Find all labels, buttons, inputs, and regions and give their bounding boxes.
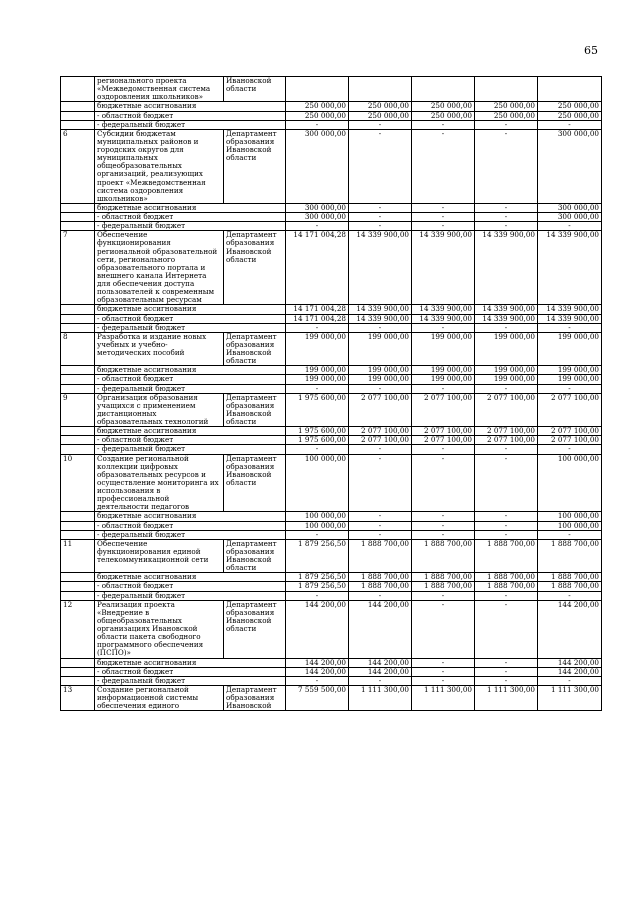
row-number-cell: 9 — [61, 393, 95, 427]
amount-cell: - — [349, 591, 412, 600]
row-number-cell — [61, 375, 95, 384]
table-subrow — [61, 305, 602, 314]
measure-name-cell: Создание региональной коллекции цифровых образовательных ресурсов и осуществление мониторинга их использования в профессиональной деятельности педагогов — [95, 454, 224, 512]
table-body — [61, 77, 602, 711]
amount-cell: 100 000,00 — [538, 512, 602, 521]
amount-cell: - — [412, 454, 475, 512]
funding-label-cell: - федеральный бюджет — [95, 530, 286, 539]
funding-label-cell: - федеральный бюджет — [95, 676, 286, 685]
budget-table — [60, 76, 602, 711]
row-number-cell — [61, 366, 95, 375]
amount-cell: 14 171 004,28 — [286, 305, 349, 314]
amount-cell: - — [475, 445, 538, 454]
amount-cell: 2 077 100,00 — [538, 436, 602, 445]
amount-cell: - — [475, 129, 538, 203]
measure-name-cell: регионального проекта «Межведомственная система оздоровления школьников» — [95, 77, 224, 102]
amount-cell: 250 000,00 — [412, 111, 475, 120]
row-number-cell — [61, 323, 95, 332]
funding-label-cell: бюджетные ассигнования — [95, 427, 286, 436]
amount-cell: 199 000,00 — [349, 375, 412, 384]
amount-cell: 1 888 700,00 — [475, 573, 538, 582]
amount-cell: 199 000,00 — [286, 366, 349, 375]
amount-cell: 250 000,00 — [349, 102, 412, 111]
table-subrow — [61, 658, 602, 667]
amount-cell: 199 000,00 — [538, 366, 602, 375]
amount-cell: - — [412, 445, 475, 454]
row-number-cell — [61, 667, 95, 676]
funding-label-cell: бюджетные ассигнования — [95, 658, 286, 667]
table-subrow — [61, 366, 602, 375]
table-row — [61, 77, 602, 102]
table-row — [61, 539, 602, 573]
measure-name-cell: Создание региональной информационной системы обеспечения единого — [95, 685, 224, 710]
amount-cell: 300 000,00 — [538, 203, 602, 212]
amount-cell: - — [475, 213, 538, 222]
amount-cell: 14 171 004,28 — [286, 231, 349, 305]
amount-cell: - — [349, 213, 412, 222]
amount-cell: - — [286, 530, 349, 539]
row-number-cell: 6 — [61, 129, 95, 203]
amount-cell: 144 200,00 — [349, 667, 412, 676]
row-number-cell: 8 — [61, 332, 95, 366]
amount-cell: 14 339 900,00 — [538, 305, 602, 314]
amount-cell: 1 888 700,00 — [349, 573, 412, 582]
amount-cell: - — [412, 676, 475, 685]
amount-cell: - — [349, 120, 412, 129]
amount-cell: 1 888 700,00 — [349, 582, 412, 591]
amount-cell: 14 339 900,00 — [475, 314, 538, 323]
row-number-cell — [61, 436, 95, 445]
amount-cell: 2 077 100,00 — [475, 436, 538, 445]
amount-cell: 14 339 900,00 — [349, 314, 412, 323]
amount-cell: 144 200,00 — [349, 600, 412, 658]
amount-cell: - — [475, 521, 538, 530]
amount-cell: - — [349, 676, 412, 685]
executor-cell: Департамент образования Ивановской области — [224, 393, 286, 427]
table-subrow — [61, 102, 602, 111]
amount-cell: 2 077 100,00 — [349, 427, 412, 436]
amount-cell: - — [286, 222, 349, 231]
funding-label-cell: бюджетные ассигнования — [95, 512, 286, 521]
amount-cell: 1 888 700,00 — [349, 539, 412, 573]
amount-cell: - — [349, 203, 412, 212]
amount-cell: 2 077 100,00 — [475, 427, 538, 436]
amount-cell: 1 111 300,00 — [412, 685, 475, 710]
amount-cell: - — [475, 120, 538, 129]
table-subrow — [61, 436, 602, 445]
row-number-cell — [61, 77, 95, 102]
amount-cell: - — [412, 591, 475, 600]
table-subrow — [61, 222, 602, 231]
amount-cell: 1 888 700,00 — [412, 582, 475, 591]
measure-name-cell: Обеспечение функционирования региональной образовательной сети, регионального образовательного портала и внешнего канала Интернета для обеспечения доступа пользователей к современным образовательным ресурсам — [95, 231, 224, 305]
amount-cell: 1 888 700,00 — [475, 539, 538, 573]
row-number-cell: 10 — [61, 454, 95, 512]
amount-cell: - — [286, 120, 349, 129]
amount-cell: 14 339 900,00 — [412, 305, 475, 314]
table-row — [61, 332, 602, 366]
funding-label-cell: - федеральный бюджет — [95, 323, 286, 332]
amount-cell: 300 000,00 — [286, 203, 349, 212]
table-row — [61, 393, 602, 427]
amount-cell: 199 000,00 — [412, 375, 475, 384]
amount-cell: 7 559 500,00 — [286, 685, 349, 710]
amount-cell: 144 200,00 — [286, 667, 349, 676]
amount-cell: 250 000,00 — [286, 111, 349, 120]
table-row — [61, 685, 602, 710]
table-subrow — [61, 384, 602, 393]
amount-cell: 1 111 300,00 — [349, 685, 412, 710]
amount-cell: 199 000,00 — [286, 332, 349, 366]
row-number-cell — [61, 305, 95, 314]
amount-cell: - — [349, 129, 412, 203]
amount-cell: 1 975 600,00 — [286, 436, 349, 445]
amount-cell: - — [412, 120, 475, 129]
funding-label-cell: - областной бюджет — [95, 436, 286, 445]
measure-name-cell: Реализация проекта «Внедрение в общеобразовательных организациях Ивановской области пакета свободного программного обеспечения (ПСПО)» — [95, 600, 224, 658]
page-number: 65 — [584, 44, 598, 57]
measure-name-cell: Разработка и издание новых учебных и учебно-методических пособий — [95, 332, 224, 366]
row-number-cell: 13 — [61, 685, 95, 710]
table-row — [61, 129, 602, 203]
row-number-cell — [61, 521, 95, 530]
amount-cell: 300 000,00 — [538, 213, 602, 222]
amount-cell — [538, 77, 602, 102]
amount-cell: 300 000,00 — [286, 213, 349, 222]
row-number-cell — [61, 222, 95, 231]
amount-cell: 300 000,00 — [286, 129, 349, 203]
table-subrow — [61, 213, 602, 222]
amount-cell: 1 888 700,00 — [538, 582, 602, 591]
table-subrow — [61, 591, 602, 600]
amount-cell — [286, 77, 349, 102]
executor-cell: Департамент образования Ивановской области — [224, 454, 286, 512]
amount-cell: - — [538, 384, 602, 393]
amount-cell: 250 000,00 — [538, 111, 602, 120]
row-number-cell: 11 — [61, 539, 95, 573]
table-subrow — [61, 375, 602, 384]
amount-cell: - — [475, 384, 538, 393]
funding-label-cell: бюджетные ассигнования — [95, 305, 286, 314]
amount-cell: - — [475, 530, 538, 539]
row-number-cell — [61, 512, 95, 521]
amount-cell: - — [286, 676, 349, 685]
executor-cell: Департамент образования Ивановской — [224, 685, 286, 710]
table-subrow — [61, 323, 602, 332]
amount-cell: 14 339 900,00 — [412, 231, 475, 305]
amount-cell: 1 111 300,00 — [475, 685, 538, 710]
amount-cell: 14 339 900,00 — [475, 231, 538, 305]
table-subrow — [61, 111, 602, 120]
amount-cell: - — [538, 323, 602, 332]
row-number-cell — [61, 384, 95, 393]
table-row — [61, 600, 602, 658]
amount-cell: 144 200,00 — [538, 600, 602, 658]
amount-cell: 100 000,00 — [538, 454, 602, 512]
row-number-cell: 12 — [61, 600, 95, 658]
amount-cell: 250 000,00 — [286, 102, 349, 111]
amount-cell: - — [412, 521, 475, 530]
amount-cell: - — [412, 222, 475, 231]
amount-cell: - — [475, 323, 538, 332]
amount-cell: - — [286, 323, 349, 332]
amount-cell: 2 077 100,00 — [538, 427, 602, 436]
amount-cell: 100 000,00 — [286, 512, 349, 521]
amount-cell: - — [349, 530, 412, 539]
measure-name-cell: Субсидии бюджетам муниципальных районов и городских округов для муниципальных общеобразовательных организаций, реализующих проект «Межведомственная система оздоровления школьников» — [95, 129, 224, 203]
funding-label-cell: бюджетные ассигнования — [95, 366, 286, 375]
amount-cell: 1 975 600,00 — [286, 393, 349, 427]
amount-cell: - — [412, 658, 475, 667]
funding-label-cell: - федеральный бюджет — [95, 384, 286, 393]
amount-cell: 100 000,00 — [286, 521, 349, 530]
table-subrow — [61, 512, 602, 521]
amount-cell: - — [412, 323, 475, 332]
table-subrow — [61, 582, 602, 591]
amount-cell: 100 000,00 — [538, 521, 602, 530]
table-subrow — [61, 530, 602, 539]
row-number-cell — [61, 445, 95, 454]
amount-cell: 250 000,00 — [475, 111, 538, 120]
amount-cell: 199 000,00 — [475, 366, 538, 375]
funding-label-cell: - областной бюджет — [95, 582, 286, 591]
amount-cell: - — [475, 591, 538, 600]
executor-cell: Департамент образования Ивановской области — [224, 600, 286, 658]
table-subrow — [61, 521, 602, 530]
table-subrow — [61, 445, 602, 454]
amount-cell: 250 000,00 — [538, 102, 602, 111]
row-number-cell — [61, 573, 95, 582]
table-subrow — [61, 427, 602, 436]
measure-name-cell: Организация образования учащихся с применением дистанционных образовательных технологий — [95, 393, 224, 427]
funding-label-cell: - областной бюджет — [95, 213, 286, 222]
table-subrow — [61, 676, 602, 685]
amount-cell: - — [412, 203, 475, 212]
funding-label-cell: - федеральный бюджет — [95, 445, 286, 454]
amount-cell: 2 077 100,00 — [412, 427, 475, 436]
amount-cell: 1 888 700,00 — [538, 539, 602, 573]
row-number-cell: 7 — [61, 231, 95, 305]
amount-cell: 2 077 100,00 — [475, 393, 538, 427]
amount-cell: 250 000,00 — [412, 102, 475, 111]
executor-cell: Департамент образования Ивановской области — [224, 539, 286, 573]
amount-cell: 14 339 900,00 — [475, 305, 538, 314]
amount-cell: - — [349, 512, 412, 521]
funding-label-cell: бюджетные ассигнования — [95, 573, 286, 582]
amount-cell: - — [412, 600, 475, 658]
row-number-cell — [61, 658, 95, 667]
row-number-cell — [61, 213, 95, 222]
amount-cell: 1 888 700,00 — [538, 573, 602, 582]
measure-name-cell: Обеспечение функционирования единой телекоммуникационной сети — [95, 539, 224, 573]
amount-cell: 199 000,00 — [412, 366, 475, 375]
amount-cell: - — [412, 213, 475, 222]
amount-cell: 144 200,00 — [286, 600, 349, 658]
amount-cell: 1 111 300,00 — [538, 685, 602, 710]
amount-cell: 14 339 900,00 — [349, 231, 412, 305]
amount-cell: 144 200,00 — [538, 667, 602, 676]
row-number-cell — [61, 591, 95, 600]
amount-cell — [412, 77, 475, 102]
amount-cell: 1 879 256,50 — [286, 539, 349, 573]
funding-label-cell: - областной бюджет — [95, 667, 286, 676]
row-number-cell — [61, 120, 95, 129]
amount-cell: - — [475, 600, 538, 658]
amount-cell: 199 000,00 — [475, 375, 538, 384]
amount-cell: 144 200,00 — [349, 658, 412, 667]
amount-cell: - — [475, 222, 538, 231]
amount-cell: - — [475, 454, 538, 512]
amount-cell: - — [538, 676, 602, 685]
amount-cell: - — [349, 454, 412, 512]
amount-cell: 199 000,00 — [349, 332, 412, 366]
amount-cell: 100 000,00 — [286, 454, 349, 512]
amount-cell: - — [412, 129, 475, 203]
amount-cell: - — [349, 445, 412, 454]
row-number-cell — [61, 111, 95, 120]
amount-cell: - — [412, 512, 475, 521]
amount-cell: 1 879 256,50 — [286, 582, 349, 591]
amount-cell: 1 888 700,00 — [475, 582, 538, 591]
amount-cell: 14 339 900,00 — [349, 305, 412, 314]
amount-cell: - — [349, 222, 412, 231]
amount-cell: - — [475, 658, 538, 667]
table-subrow — [61, 573, 602, 582]
executor-cell: Департамент образования Ивановской области — [224, 129, 286, 203]
row-number-cell — [61, 676, 95, 685]
amount-cell: - — [538, 591, 602, 600]
funding-label-cell: - федеральный бюджет — [95, 222, 286, 231]
amount-cell: - — [412, 667, 475, 676]
amount-cell: 1 975 600,00 — [286, 427, 349, 436]
funding-label-cell: - федеральный бюджет — [95, 591, 286, 600]
amount-cell: 2 077 100,00 — [412, 436, 475, 445]
amount-cell: - — [538, 445, 602, 454]
amount-cell: - — [349, 384, 412, 393]
amount-cell: 250 000,00 — [349, 111, 412, 120]
row-number-cell — [61, 203, 95, 212]
amount-cell: 199 000,00 — [412, 332, 475, 366]
executor-cell: Ивановской области — [224, 77, 286, 102]
table-row — [61, 231, 602, 305]
amount-cell: - — [475, 203, 538, 212]
row-number-cell — [61, 102, 95, 111]
funding-label-cell: - областной бюджет — [95, 375, 286, 384]
amount-cell: 2 077 100,00 — [538, 393, 602, 427]
amount-cell: - — [349, 521, 412, 530]
amount-cell: 199 000,00 — [349, 366, 412, 375]
table-subrow — [61, 667, 602, 676]
amount-cell: 144 200,00 — [538, 658, 602, 667]
amount-cell: 250 000,00 — [475, 102, 538, 111]
funding-label-cell: - федеральный бюджет — [95, 120, 286, 129]
amount-cell: - — [475, 676, 538, 685]
amount-cell: - — [286, 445, 349, 454]
amount-cell: 2 077 100,00 — [412, 393, 475, 427]
amount-cell: 14 339 900,00 — [538, 231, 602, 305]
amount-cell: 199 000,00 — [538, 332, 602, 366]
row-number-cell — [61, 582, 95, 591]
executor-cell: Департамент образования Ивановской области — [224, 332, 286, 366]
amount-cell: - — [349, 323, 412, 332]
row-number-cell — [61, 530, 95, 539]
amount-cell: 2 077 100,00 — [349, 393, 412, 427]
amount-cell: 2 077 100,00 — [349, 436, 412, 445]
amount-cell: 300 000,00 — [538, 129, 602, 203]
amount-cell: 199 000,00 — [538, 375, 602, 384]
funding-label-cell: бюджетные ассигнования — [95, 203, 286, 212]
amount-cell: 14 339 900,00 — [538, 314, 602, 323]
row-number-cell — [61, 427, 95, 436]
amount-cell: - — [412, 384, 475, 393]
executor-cell: Департамент образования Ивановской области — [224, 231, 286, 305]
funding-label-cell: - областной бюджет — [95, 314, 286, 323]
amount-cell: - — [538, 222, 602, 231]
amount-cell: 1 888 700,00 — [412, 539, 475, 573]
table-subrow — [61, 314, 602, 323]
amount-cell: 14 339 900,00 — [412, 314, 475, 323]
table-row — [61, 454, 602, 512]
row-number-cell — [61, 314, 95, 323]
amount-cell: - — [475, 512, 538, 521]
amount-cell: 199 000,00 — [475, 332, 538, 366]
table-subrow — [61, 203, 602, 212]
amount-cell: 199 000,00 — [286, 375, 349, 384]
table-subrow — [61, 120, 602, 129]
amount-cell: - — [538, 120, 602, 129]
amount-cell: 144 200,00 — [286, 658, 349, 667]
amount-cell — [349, 77, 412, 102]
amount-cell: - — [286, 591, 349, 600]
amount-cell — [475, 77, 538, 102]
funding-label-cell: бюджетные ассигнования — [95, 102, 286, 111]
amount-cell: - — [538, 530, 602, 539]
amount-cell: - — [412, 530, 475, 539]
amount-cell: 14 171 004,28 — [286, 314, 349, 323]
amount-cell: - — [286, 384, 349, 393]
funding-label-cell: - областной бюджет — [95, 521, 286, 530]
amount-cell: 1 879 256,50 — [286, 573, 349, 582]
funding-label-cell: - областной бюджет — [95, 111, 286, 120]
amount-cell: 1 888 700,00 — [412, 573, 475, 582]
amount-cell: - — [475, 667, 538, 676]
